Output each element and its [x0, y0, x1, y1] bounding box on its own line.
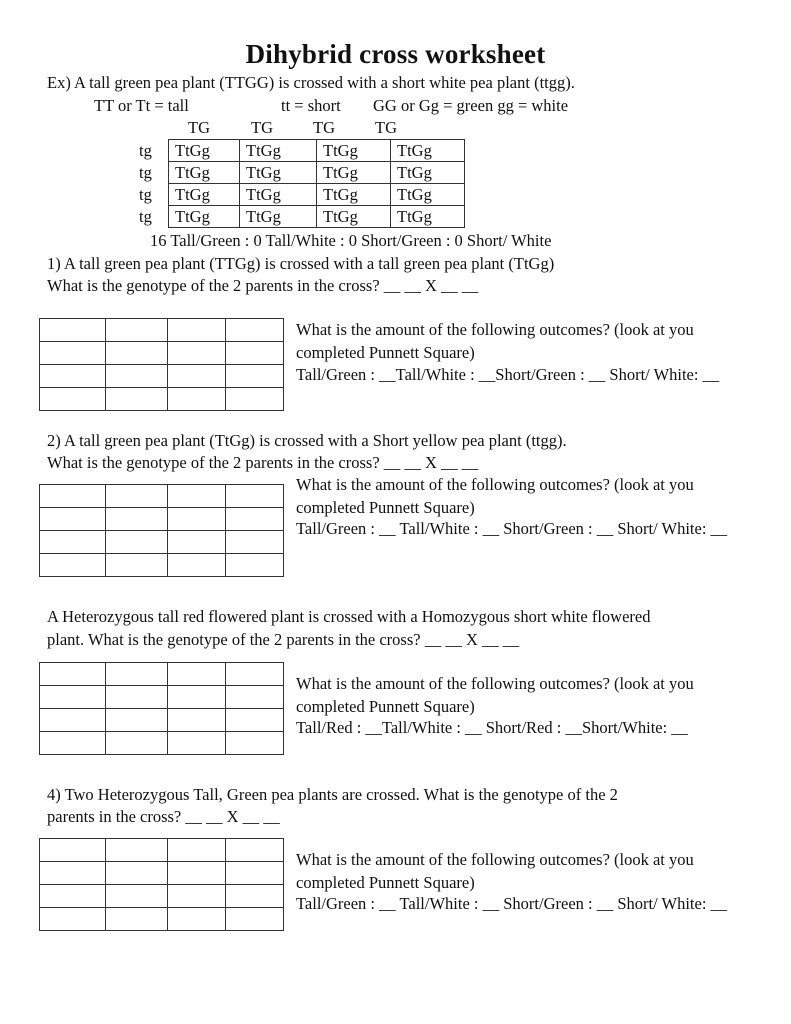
- blank-cell[interactable]: [226, 508, 284, 531]
- table-row: [169, 184, 465, 206]
- table-row: [169, 206, 465, 228]
- blank-cell[interactable]: [226, 319, 284, 342]
- punnett-cell: TtGg: [240, 140, 317, 162]
- q1-outcomes-question: What is the amount of the following outcomes? (look at you completed Punnett Square): [296, 320, 694, 362]
- q4-outcomes-blanks: Tall/Green : __ Tall/White : __ Short/Green : __ Short/ White: __: [296, 894, 728, 913]
- q2-outcomes-question: What is the amount of the following outcomes? (look at you completed Punnett Square): [296, 475, 694, 517]
- blank-cell[interactable]: [106, 388, 168, 411]
- blank-cell[interactable]: [40, 885, 106, 908]
- blank-cell[interactable]: [106, 709, 168, 732]
- blank-cell[interactable]: [40, 319, 106, 342]
- blank-cell[interactable]: [226, 485, 284, 508]
- row-header: tg: [139, 163, 152, 182]
- example-intro: Ex) A tall green pea plant (TTGG) is crossed with a short white pea plant (ttgg).: [47, 73, 575, 92]
- row-header: tg: [139, 185, 152, 204]
- blank-cell[interactable]: [226, 732, 284, 755]
- table-row: [169, 140, 465, 162]
- blank-cell[interactable]: [40, 485, 106, 508]
- punnett-cell: TtGg: [317, 162, 391, 184]
- q3-genotype-question: plant. What is the genotype of the 2 parents in the cross? __ __ X __ __: [47, 630, 520, 649]
- blank-cell[interactable]: [106, 365, 168, 388]
- punnett-cell: TtGg: [317, 184, 391, 206]
- punnett-cell: TtGg: [169, 184, 240, 206]
- punnett-cell: TtGg: [317, 140, 391, 162]
- q4-punnett-square: [39, 838, 284, 931]
- col-header: TG: [251, 118, 273, 137]
- blank-cell[interactable]: [168, 663, 226, 686]
- blank-cell[interactable]: [226, 388, 284, 411]
- blank-cell[interactable]: [106, 908, 168, 931]
- blank-cell[interactable]: [226, 686, 284, 709]
- blank-cell[interactable]: [168, 908, 226, 931]
- col-header: TG: [188, 118, 210, 137]
- blank-cell[interactable]: [226, 885, 284, 908]
- blank-cell[interactable]: [40, 862, 106, 885]
- punnett-cell: TtGg: [391, 206, 465, 228]
- blank-cell[interactable]: [226, 839, 284, 862]
- blank-cell[interactable]: [168, 365, 226, 388]
- q4-prompt: 4) Two Heterozygous Tall, Green pea plants are crossed. What is the genotype of the 2: [47, 785, 618, 804]
- punnett-cell: TtGg: [169, 162, 240, 184]
- q2-genotype-question: What is the genotype of the 2 parents in the cross? __ __ X __ __: [47, 453, 479, 472]
- blank-cell[interactable]: [106, 663, 168, 686]
- blank-cell[interactable]: [40, 531, 106, 554]
- blank-cell[interactable]: [168, 862, 226, 885]
- blank-cell[interactable]: [106, 342, 168, 365]
- q1-prompt: 1) A tall green pea plant (TTGg) is crossed with a tall green pea plant (TtGg): [47, 254, 555, 273]
- blank-cell[interactable]: [106, 319, 168, 342]
- q2-outcomes-blanks: Tall/Green : __ Tall/White : __ Short/Green : __ Short/ White: __: [296, 519, 728, 538]
- blank-cell[interactable]: [226, 709, 284, 732]
- q4-genotype-question: parents in the cross? __ __ X __ __: [47, 807, 280, 826]
- worksheet-title: Dihybrid cross worksheet: [245, 39, 546, 69]
- punnett-cell: TtGg: [391, 162, 465, 184]
- q3-outcomes-question: What is the amount of the following outcomes? (look at you completed Punnett Square): [296, 674, 694, 716]
- blank-cell[interactable]: [106, 862, 168, 885]
- blank-cell[interactable]: [168, 686, 226, 709]
- blank-cell[interactable]: [106, 885, 168, 908]
- q1-outcomes-blanks: Tall/Green : __Tall/White : __Short/Green : __ Short/ White: __: [296, 365, 720, 384]
- table-row: [169, 162, 465, 184]
- key-tall: TT or Tt = tall: [94, 96, 189, 115]
- punnett-cell: TtGg: [317, 206, 391, 228]
- blank-cell[interactable]: [106, 485, 168, 508]
- blank-cell[interactable]: [168, 885, 226, 908]
- blank-cell[interactable]: [168, 732, 226, 755]
- blank-cell[interactable]: [106, 554, 168, 577]
- blank-cell[interactable]: [40, 342, 106, 365]
- row-header: tg: [139, 141, 152, 160]
- row-header: tg: [139, 207, 152, 226]
- blank-cell[interactable]: [168, 319, 226, 342]
- blank-cell[interactable]: [226, 908, 284, 931]
- blank-cell[interactable]: [106, 508, 168, 531]
- col-header: TG: [375, 118, 397, 137]
- blank-cell[interactable]: [226, 862, 284, 885]
- blank-cell[interactable]: [226, 531, 284, 554]
- example-result: 16 Tall/Green : 0 Tall/White : 0 Short/Green : 0 Short/ White: [150, 231, 552, 250]
- q3-outcomes-blanks: Tall/Red : __Tall/White : __ Short/Red : __Short/White: __: [296, 718, 688, 737]
- blank-cell[interactable]: [106, 686, 168, 709]
- blank-cell[interactable]: [226, 663, 284, 686]
- blank-cell[interactable]: [40, 709, 106, 732]
- q4-outcomes-question: What is the amount of the following outcomes? (look at you completed Punnett Square): [296, 850, 694, 892]
- key-color: GG or Gg = green gg = white: [373, 96, 569, 115]
- col-header: TG: [313, 118, 335, 137]
- blank-cell[interactable]: [40, 663, 106, 686]
- blank-cell[interactable]: [168, 709, 226, 732]
- example-punnett-square: [168, 139, 465, 228]
- q1-punnett-square: [39, 318, 284, 411]
- q3-punnett-square: [39, 662, 284, 755]
- punnett-cell: TtGg: [240, 206, 317, 228]
- q3-prompt: A Heterozygous tall red flowered plant is crossed with a Homozygous short white flowered: [47, 607, 651, 626]
- blank-cell[interactable]: [168, 554, 226, 577]
- blank-cell[interactable]: [40, 732, 106, 755]
- q1-genotype-question: What is the genotype of the 2 parents in the cross? __ __ X __ __: [47, 276, 479, 295]
- blank-cell[interactable]: [168, 388, 226, 411]
- blank-cell[interactable]: [40, 388, 106, 411]
- blank-cell[interactable]: [40, 686, 106, 709]
- punnett-cell: TtGg: [240, 162, 317, 184]
- punnett-cell: TtGg: [240, 184, 317, 206]
- blank-cell[interactable]: [168, 531, 226, 554]
- blank-cell[interactable]: [168, 342, 226, 365]
- blank-cell[interactable]: [106, 732, 168, 755]
- key-short: tt = short: [281, 96, 341, 115]
- blank-cell[interactable]: [40, 554, 106, 577]
- blank-cell[interactable]: [40, 839, 106, 862]
- blank-cell[interactable]: [106, 839, 168, 862]
- blank-cell[interactable]: [40, 508, 106, 531]
- blank-cell[interactable]: [226, 365, 284, 388]
- blank-cell[interactable]: [40, 365, 106, 388]
- punnett-cell: TtGg: [391, 184, 465, 206]
- punnett-cell: TtGg: [169, 206, 240, 228]
- q2-prompt: 2) A tall green pea plant (TtGg) is crossed with a Short yellow pea plant (ttgg).: [47, 431, 567, 450]
- q2-punnett-square: [39, 484, 284, 577]
- blank-cell[interactable]: [168, 839, 226, 862]
- blank-cell[interactable]: [226, 342, 284, 365]
- blank-cell[interactable]: [168, 485, 226, 508]
- punnett-cell: TtGg: [391, 140, 465, 162]
- blank-cell[interactable]: [226, 554, 284, 577]
- blank-cell[interactable]: [168, 508, 226, 531]
- punnett-cell: TtGg: [169, 140, 240, 162]
- blank-cell[interactable]: [40, 908, 106, 931]
- blank-cell[interactable]: [106, 531, 168, 554]
